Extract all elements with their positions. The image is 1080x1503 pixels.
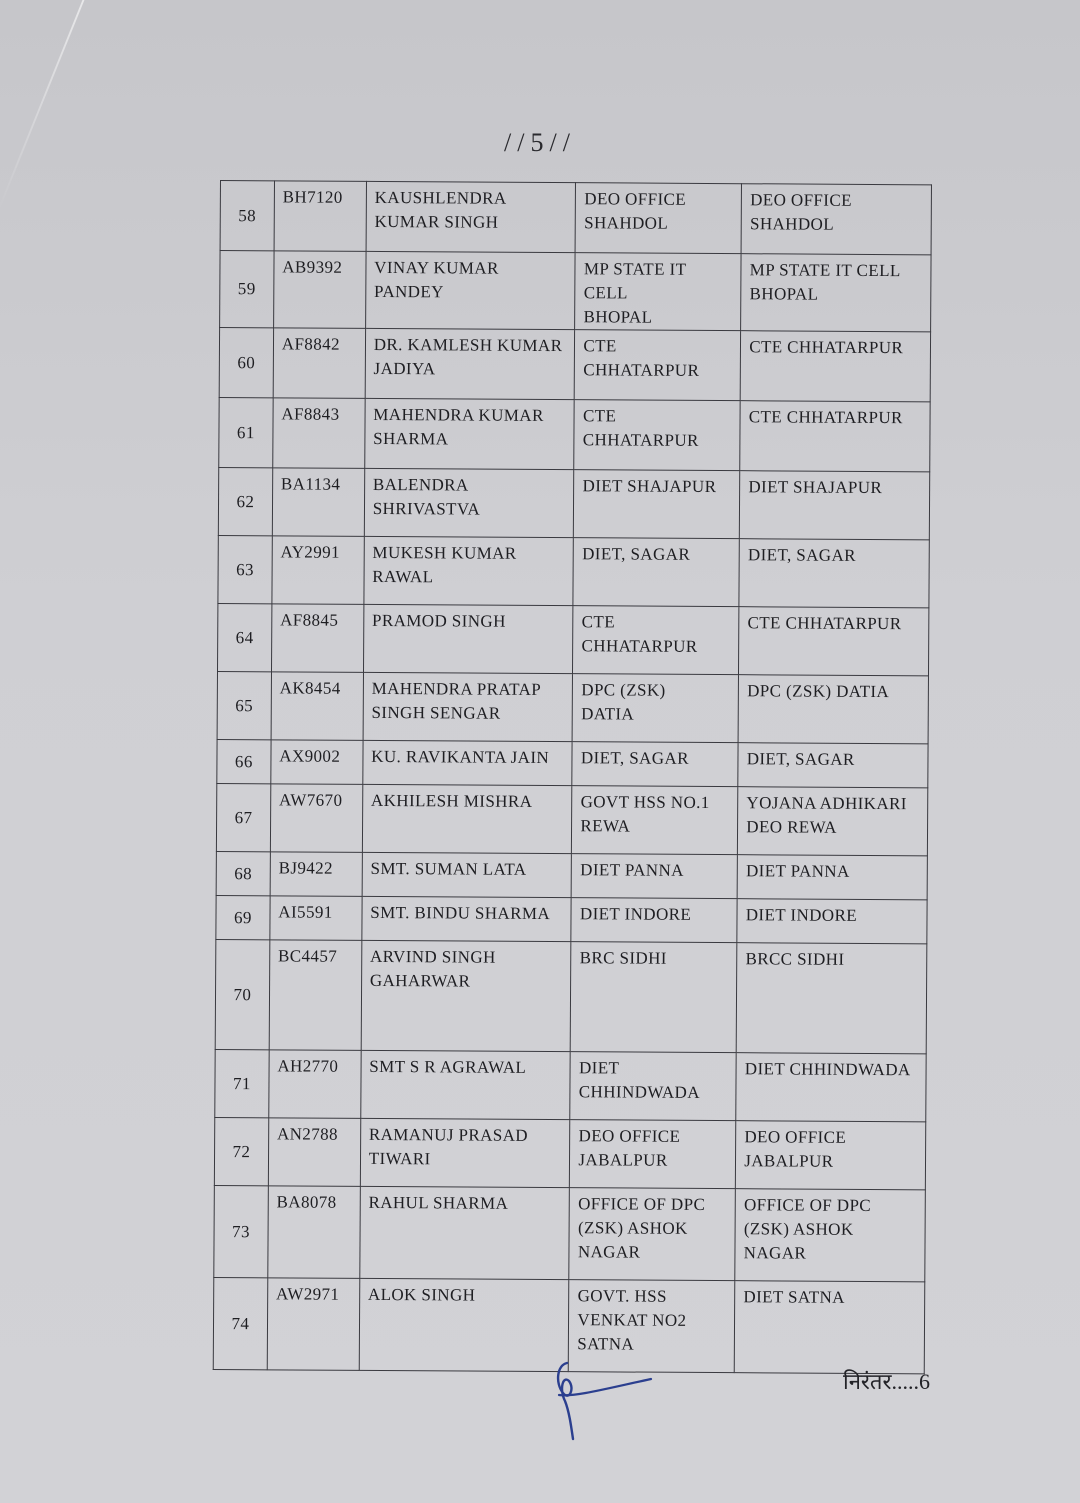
current-posting-cell [574,400,740,471]
new-posting-cell [740,401,930,472]
employee-name-cell-text: ARVIND SINGH GAHARWAR [369,946,496,991]
current-posting-cell [570,1120,736,1189]
new-posting-cell [736,943,926,1054]
serial-number-cell [216,895,270,939]
table-row [216,851,927,899]
serial-number-cell-text: 67 [234,807,253,827]
employee-name-cell-text: MAHENDRA KUMAR SHARMA [373,404,544,449]
current-posting-cell [571,942,738,1053]
serial-number-cell-text: 71 [232,1073,251,1093]
new-posting-cell-text: DEO OFFICE JABALPUR [744,1127,847,1171]
serial-number-cell [216,783,270,851]
new-posting-cell [734,1281,924,1374]
serial-number-cell-text: 72 [232,1141,251,1161]
new-posting-cell-text: CTE CHHATARPUR [748,407,903,428]
employee-code-cell-text: AH2770 [277,1056,339,1076]
serial-number-cell [216,851,270,895]
current-posting-cell [575,253,741,331]
employee-code-cell [270,896,362,941]
table-row [219,328,930,402]
current-posting-cell [575,330,741,401]
employee-name-cell-text: RAMANUJ PRASAD TIWARI [368,1124,529,1169]
employee-name-cell-text: VINAY KUMAR PANDEY [373,257,499,302]
employee-name-cell-text: SMT S R AGRAWAL [369,1056,527,1077]
employee-name-cell [365,251,575,329]
new-posting-cell-text: OFFICE OF DPC (ZSK) ASHOK NAGAR [743,1195,872,1263]
employee-code-cell-text: AK8454 [279,678,341,698]
current-posting-cell [569,1188,735,1281]
employee-code-cell-text: AF8842 [281,334,341,354]
current-posting-cell [570,1052,736,1121]
current-posting-cell-text: DIET PANNA [580,860,684,880]
table-row [215,1049,926,1121]
employee-code-cell-text: BA1134 [280,474,341,494]
table-row [220,181,931,255]
employee-name-cell [364,536,574,605]
current-posting-cell-text: CTE CHHATARPUR [581,612,698,656]
paper-crease [0,0,84,210]
serial-number-cell-text: 69 [233,907,252,927]
employee-code-cell [271,740,363,785]
employee-code-cell [273,398,365,469]
serial-number-cell-text: 63 [236,559,254,579]
employee-code-cell-text: BA8078 [276,1192,337,1212]
serial-number-cell [217,671,271,739]
employee-code-cell [274,181,366,252]
employee-name-cell [360,1186,570,1279]
employee-name-cell [359,1278,569,1371]
table-row [217,671,928,743]
current-posting-cell-text: DIET INDORE [579,904,692,924]
new-posting-cell [735,1189,925,1282]
current-posting-cell [572,854,738,899]
new-posting-cell-text: DIET, SAGAR [746,749,855,769]
page-marker: //5// [504,128,576,157]
table-row [214,1185,926,1281]
serial-number-cell [220,251,274,328]
current-posting-cell [573,606,739,675]
serial-number-cell-text: 74 [231,1313,250,1333]
new-posting-cell [740,471,930,540]
new-posting-cell [738,675,928,744]
transfer-table-wrapper [213,180,932,1374]
employee-code-cell [273,251,365,329]
employee-code-cell-text: AX9002 [279,746,341,766]
employee-code-cell-text: AY2991 [280,542,341,562]
new-posting-cell [737,899,927,944]
table-row [218,535,929,607]
serial-number-cell-text: 64 [235,627,254,647]
new-posting-cell-text: CTE CHHATARPUR [747,613,902,634]
employee-name-cell [361,1050,571,1119]
current-posting-cell-text: DIET, SAGAR [582,544,691,564]
employee-name-cell-text: DR. KAMLESH KUMAR JADIYA [373,334,563,379]
current-posting-cell-text: DIET CHHINDWADA [578,1058,701,1102]
serial-number-cell-text: 73 [232,1221,250,1241]
employee-code-cell-text: BJ9422 [278,858,334,878]
serial-number-cell [219,397,273,467]
employee-code-cell [272,536,364,605]
serial-number-cell [215,1049,269,1117]
serial-number-cell-text: 65 [235,695,254,715]
serial-number-cell-text: 61 [236,422,255,442]
current-posting-cell [574,470,740,539]
current-posting-cell-text: DEO OFFICE JABALPUR [578,1126,681,1170]
new-posting-cell-text: DPC (ZSK) DATIA [747,681,890,702]
current-posting-cell [573,538,739,607]
current-posting-cell [572,742,738,787]
employee-code-cell [269,1050,361,1119]
employee-name-cell [366,181,576,252]
employee-name-cell-text: RAHUL SHARMA [368,1192,509,1213]
employee-name-cell-text: SMT. SUMAN LATA [370,858,527,879]
employee-name-cell [362,784,572,853]
employee-name-cell-text: SMT. BINDU SHARMA [370,902,551,924]
current-posting-cell [572,786,738,855]
table-row [217,603,928,675]
serial-number-cell-text: 66 [234,751,253,771]
new-posting-cell [736,1053,926,1122]
new-posting-cell [736,1121,926,1190]
new-posting-cell-text: DIET, SAGAR [747,545,857,565]
employee-name-cell-text: KU. RAVIKANTA JAIN [371,746,550,768]
table-body [213,181,931,1374]
employee-code-cell [273,328,365,399]
signature [545,1355,665,1445]
new-posting-cell [740,331,930,402]
new-posting-cell [738,743,928,788]
employee-code-cell [268,1186,360,1279]
transfer-table [213,180,932,1374]
employee-name-cell-text: MUKESH KUMAR RAWAL [372,542,517,587]
employee-code-cell-text: AI5591 [278,902,333,922]
employee-code-cell [269,940,362,1051]
current-posting-cell-text: DIET, SAGAR [580,748,689,768]
employee-code-cell-text: BC4457 [278,946,338,966]
serial-number-cell [214,1117,268,1185]
new-posting-cell-text: DIET SHAJAPUR [748,477,883,498]
employee-name-cell [363,604,573,673]
new-posting-cell [739,607,929,676]
serial-number-cell [217,739,271,783]
serial-number-cell [213,1277,267,1369]
serial-number-cell-text: 70 [233,984,252,1004]
current-posting-cell-text: MP STATE IT CELL BHOPAL [583,259,687,327]
employee-name-cell-text: MAHENDRA PRATAP SINGH SENGAR [371,678,542,723]
serial-number-cell-text: 68 [234,863,253,883]
employee-name-cell-text: KAUSHLENDRA KUMAR SINGH [374,187,507,232]
current-posting-cell [572,674,738,743]
employee-name-cell [363,672,573,741]
employee-code-cell [267,1278,359,1371]
new-posting-cell-text: CTE CHHATARPUR [749,337,904,358]
serial-number-cell-text: 62 [236,491,255,511]
employee-code-cell-text: AW7670 [278,790,343,810]
employee-code-cell-text: AF8845 [280,610,339,630]
new-posting-cell-text: DIET INDORE [745,905,858,925]
serial-number-cell-text: 60 [237,352,256,372]
new-posting-cell-text: MP STATE IT CELL BHOPAL [749,260,901,304]
current-posting-cell-text: DPC (ZSK) DATIA [581,680,666,724]
current-posting-cell-text: BRC SIDHI [579,948,667,968]
serial-number-cell-text: 59 [237,279,256,299]
serial-number-cell [218,467,272,535]
employee-code-cell [270,852,362,897]
employee-name-cell-text: AKHILESH MISHRA [370,790,533,811]
employee-name-cell-text: BALENDRA SHRIVASTVA [372,474,481,519]
new-posting-cell [737,855,927,900]
employee-name-cell-text: PRAMOD SINGH [371,610,506,631]
employee-code-cell-text: BH7120 [282,187,343,207]
new-posting-cell [741,254,931,332]
current-posting-cell-text: CTE CHHATARPUR [583,336,700,380]
serial-number-cell [218,535,272,603]
serial-number-cell [220,181,274,251]
current-posting-cell [575,183,741,254]
table-row [219,397,930,471]
current-posting-cell-text: CTE CHHATARPUR [582,406,699,450]
serial-number-cell [217,603,271,671]
employee-code-cell-text: AN2788 [276,1124,339,1144]
current-posting-cell-text: OFFICE OF DPC (ZSK) ASHOK NAGAR [577,1194,706,1262]
new-posting-cell-text: DIET PANNA [745,861,850,881]
new-posting-cell [739,539,929,608]
new-posting-cell [741,184,931,255]
table-row [214,1117,925,1189]
current-posting-cell-text: GOVT. HSS VENKAT NO2 SATNA [577,1286,687,1354]
new-posting-cell [738,787,928,856]
employee-name-cell [361,940,571,1051]
employee-name-cell [362,852,572,897]
serial-number-cell-text: 58 [238,205,257,225]
employee-name-cell [360,1118,570,1187]
table-row [216,895,927,943]
employee-name-cell-text: ALOK SINGH [367,1284,476,1305]
employee-name-cell [362,896,572,941]
table-row [216,783,927,855]
table-row [215,939,927,1053]
employee-name-cell [364,468,574,537]
employee-name-cell [364,398,574,469]
employee-name-cell [363,740,573,785]
new-posting-cell-text: DIET SATNA [743,1287,845,1307]
continued-note: निरंतर.....6 [843,1369,930,1394]
employee-name-cell [365,328,575,399]
serial-number-cell [215,939,269,1049]
employee-code-cell [272,468,364,537]
current-posting-cell-text: GOVT HSS NO.1 REWA [580,792,710,836]
table-row [217,739,928,787]
new-posting-cell-text: DIET CHHINDWADA [744,1059,911,1080]
current-posting-cell [571,898,737,943]
employee-code-cell [270,784,362,853]
table-row [218,467,929,539]
new-posting-cell-text: YOJANA ADHIKARI DEO REWA [746,793,907,837]
employee-code-cell-text: AW2971 [275,1284,340,1304]
current-posting-cell-text: DEO OFFICE SHAHDOL [584,189,687,233]
table-row [220,251,931,332]
current-posting-cell-text: DIET SHAJAPUR [582,476,717,497]
serial-number-cell [219,328,273,398]
employee-code-cell-text: AB9392 [282,257,343,277]
employee-code-cell [268,1118,360,1187]
serial-number-cell [214,1185,268,1277]
employee-code-cell [271,672,363,741]
employee-code-cell-text: AF8843 [281,404,340,424]
new-posting-cell-text: DEO OFFICE SHAHDOL [749,190,852,234]
employee-code-cell [271,604,363,673]
new-posting-cell-text: BRCC SIDHI [745,949,845,969]
